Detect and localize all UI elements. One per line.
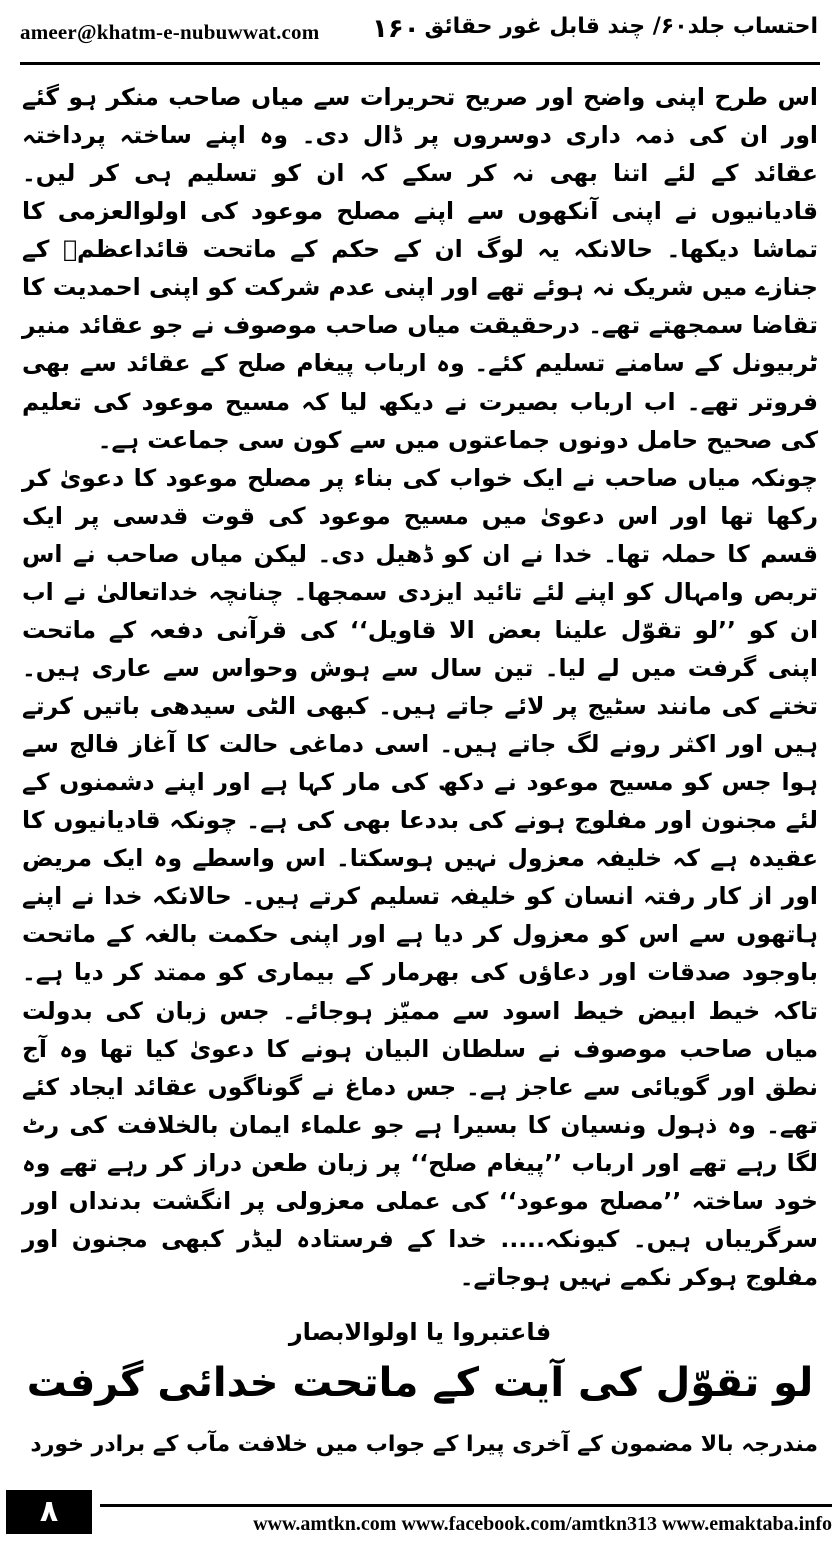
page-footer — [0, 1486, 840, 1540]
next-section-first-line: مندرجہ بالا مضمون کے آخری پیرا کے جواب میں خلافت مآب کے برادر خورد — [30, 1432, 818, 1457]
header-title: احتساب جلد۶۰/ چند قابل غور حقائق — [424, 14, 818, 39]
paragraph-2: چونکہ میاں صاحب نے ایک خواب کی بناء پر مصلح موعود کا دعویٰ کر رکھا تھا اور اس دعویٰ میں مسیح موعود کی قوت قدسی پر ایک قسم کا حملہ تھا۔ خدا نے ان کو ڈھیل دی۔ لیکن میاں صاحب نے اس تربص وامہال کو اپنے لئے تائید ایزدی سمجھا۔ چنانچہ خداتعالیٰ نے اب ان کو ’’لو تقوّل علینا بعض الا قاویل‘‘ کی قرآنی دفعہ کے ماتحت اپنی گرفت میں لے لیا۔ تین سال سے ہوش وحواس سے عاری ہیں۔ تختے کی مانند سٹیج پر لائے جاتے ہیں۔ کبھی الٹی سیدھی باتیں کرتے ہیں اور اکثر رونے لگ جاتے ہیں۔ اسی دماغی حالت کا آغاز فالج سے ہوا جس کو مسیح موعود نے دکھ کی مار کہا ہے اور اپنے دشمنوں کے لئے مجنون اور مفلوج ہونے کی بددعا بھی کی ہے۔ چونکہ قادیانیوں کا عقیدہ ہے کہ خلیفہ معزول نہیں ہوسکتا۔ اس واسطے وہ ایک مریض اور از کار رفتہ انسان کو خلیفہ تسلیم کرتے ہیں۔ حالانکہ خدا نے اپنے ہاتھوں سے اس کو معزول کر دیا ہے اور اپنی حکمت بالغہ کے ماتحت باوجود صدقات اور دعاؤں کی بھرمار کے بیماری کو ممتد کر دیا ہے۔ تاکہ خیط ابیض خیط اسود سے ممیّز ہوجائے۔ جس زبان کی بدولت میاں صاحب موصوف نے سلطان البیان ہونے کا دعویٰ کیا تھا وہ آج نطق اور گویائی سے عاجز ہے۔ جس دماغ نے گوناگوں عقائد ایجاد کئے تھے۔ وہ ذہول ونسیان کا بسیرا ہے جو علماء ایمان بالخلافت کی رٹ لگا رہے تھے اور ارباب ’’پیغام صلح‘‘ پر زبان طعن دراز کر رہے تھے وہ خود ساختہ ’’مصلح موعود‘‘ کی عملی معزولی پر انگشت بدنداں اور سرگریباں ہیں۔ کیونکہ..... خدا کے فرستادہ لیڈر کبھی مجنون اور مفلوج ہوکر نکمے نہیں ہوجاتے۔ — [22, 463, 818, 1291]
footer-urls: www.amtkn.com www.facebook.com/amtkn313 www.emaktaba.info — [253, 1513, 832, 1535]
closing-verse: فاعتبروا یا اولوالابصار — [288, 1318, 552, 1346]
header-email: ameer@khatm-e-nubuwwat.com — [20, 20, 320, 44]
footer-page-marker: ۸ — [6, 1490, 92, 1534]
body-text — [22, 78, 818, 1296]
header-rule — [20, 62, 820, 65]
header-page-number: ۱۶۰ — [372, 14, 420, 44]
paragraph-1: اس طرح اپنی واضح اور صریح تحریرات سے میاں صاحب منکر ہو گئے اور ان کی ذمہ داری دوسروں پر ڈال دی۔ وہ اپنے ساختہ پرداختہ عقائد کے لئے اتنا بھی نہ کر سکے کہ ان کو تسلیم ہی کر لیں۔ قادیانیوں نے اپنی آنکھوں سے اپنے مصلح موعود کی اولوالعزمی کا تماشا دیکھا۔ حالانکہ یہ لوگ ان کے حکم کے ماتحت قائداعظمؒ کے جنازے میں شریک نہ ہوئے تھے اور اپنی عدم شرکت کو اپنی احمدیت کا تقاضا سمجھتے تھے۔ درحقیقت میاں صاحب موصوف نے جو عقائد منیر ٹربیونل کے سامنے تسلیم کئے۔ وہ ارباب پیغام صلح کے عقائد سے بھی فروتر تھے۔ اب ارباب بصیرت نے دیکھ لیا کہ مسیح موعود کی تعلیم کی صحیح حامل دونوں جماعتوں میں سے کون سی جماعت ہے۔ — [22, 83, 818, 454]
section-heading: لو تقوّل کی آیت کے ماتحت خدائی گرفت — [26, 1360, 814, 1406]
page-header — [0, 0, 840, 62]
footer-url-bar — [100, 1504, 832, 1541]
